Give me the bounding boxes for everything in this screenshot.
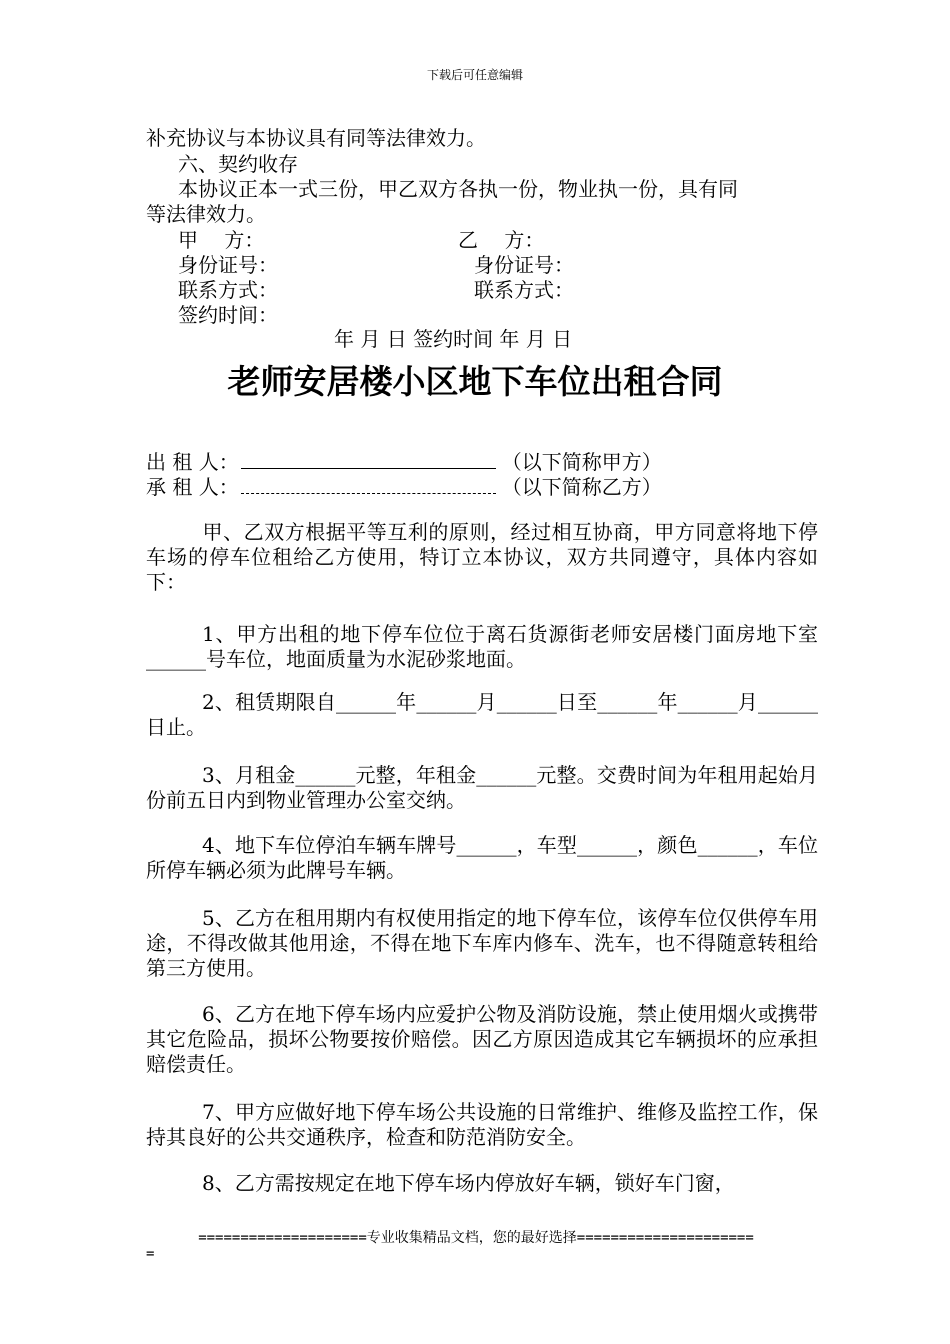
- lessor-blank: [241, 450, 496, 469]
- lessee-blank: [241, 475, 496, 494]
- clause-6: [146, 1002, 818, 1077]
- prev-section-heading: 六、契约收存: [178, 152, 298, 176]
- intro-text: 甲、乙双方根据平等互利的原则，经过相互协商，甲方同意将地下停车场的停车位租给乙方使用，特订立本协议，双方共同遵守，具体内容如下：: [146, 520, 818, 594]
- clause-4: [146, 833, 818, 883]
- page-footer: ====================专业收集精品文档，您的最好选择=====================: [198, 1230, 754, 1246]
- party-b-id: 身份证号：: [474, 253, 574, 277]
- party-a-label: 甲 方：: [178, 228, 265, 252]
- intro-paragraph: [146, 520, 818, 595]
- lessor-row: [146, 450, 662, 474]
- clause-3-text: 3、月租金______元整，年租金______元整。交费时间为年租用起始月份前五日内到物业管理办公室交纳。: [146, 763, 818, 812]
- clause-7: [146, 1100, 818, 1150]
- prev-line-3: 本协议正本一式三份，甲乙双方各执一份，物业执一份，具有同: [178, 177, 738, 201]
- clause-3: [146, 763, 818, 813]
- sign-date-line: 年 月 日 签约时间 年 月 日: [334, 327, 573, 351]
- page-header: 下载后可任意编辑: [426, 68, 523, 82]
- clause-5: [146, 906, 818, 981]
- sign-time-label: 签约时间：: [178, 303, 278, 327]
- lessee-note: （以下简称乙方）: [501, 475, 662, 499]
- clause-7-text: 7、甲方应做好地下停车场公共设施的日常维护、维修及监控工作，保持其良好的公共交通秩序，检查和防范消防安全。: [146, 1100, 818, 1149]
- party-a-id: 身份证号：: [178, 253, 278, 277]
- lessor-label: 出 租 人：: [146, 450, 239, 474]
- clause-6-text: 6、乙方在地下停车场内应爱护公物及消防设施，禁止使用烟火或携带其它危险品，损坏公物要按价赔偿。因乙方原因造成其它车辆损坏的应承担赔偿责任。: [146, 1002, 818, 1076]
- party-b-label: 乙 方：: [458, 228, 545, 252]
- contract-title: 老师安居楼小区地下车位出租合同: [227, 362, 723, 401]
- page-footer-tail: =: [146, 1246, 155, 1262]
- clause-4-text: 4、地下车位停泊车辆车牌号______，车型______，颜色______，车位所停车辆必须为此牌号车辆。: [146, 833, 818, 882]
- party-b-contact: 联系方式：: [474, 278, 574, 302]
- clause-2: [146, 690, 818, 740]
- clause-1: [146, 622, 818, 672]
- party-a-contact: 联系方式：: [178, 278, 278, 302]
- clause-2-text: 2、租赁期限自______年______月______日至______年______月______日止。: [146, 690, 818, 739]
- clause-8: [146, 1171, 818, 1196]
- lessee-row: [146, 475, 662, 499]
- prev-line-4: 等法律效力。: [146, 202, 266, 226]
- lessee-label: 承 租 人：: [146, 475, 239, 499]
- prev-line-1: 补充协议与本协议具有同等法律效力。: [146, 126, 486, 150]
- clause-8-text: 8、乙方需按规定在地下停车场内停放好车辆，锁好车门窗，: [202, 1171, 735, 1195]
- clause-1-text: 1、甲方出租的地下停车位位于离石货源街老师安居楼门面房地下室______号车位，地面质量为水泥砂浆地面。: [146, 622, 818, 671]
- lessor-note: （以下简称甲方）: [501, 450, 662, 474]
- clause-5-text: 5、乙方在租用期内有权使用指定的地下停车位，该停车位仅供停车用途，不得改做其他用途，不得在地下车库内修车、洗车，也不得随意转租给第三方使用。: [146, 906, 818, 980]
